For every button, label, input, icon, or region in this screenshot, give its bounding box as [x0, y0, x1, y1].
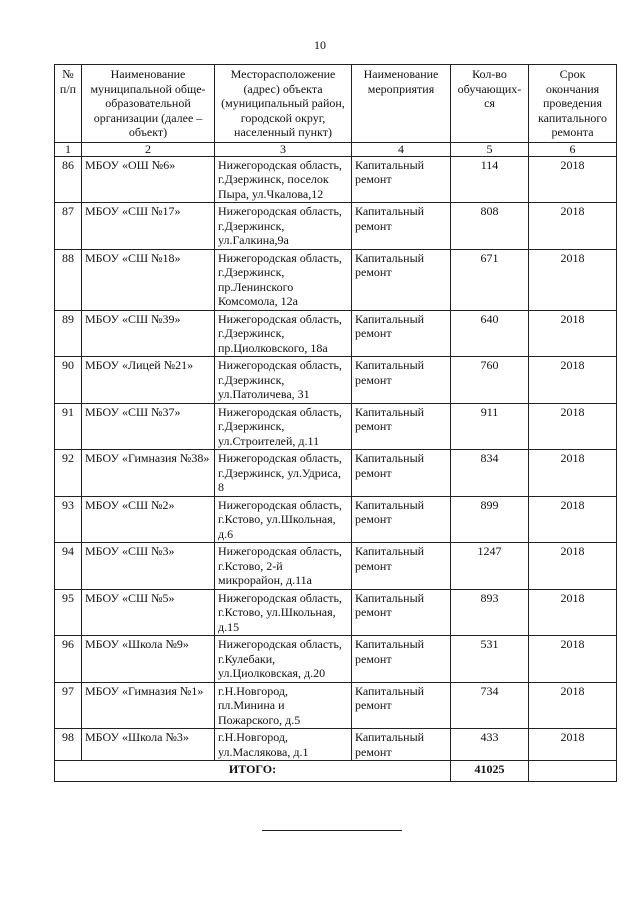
student-count: 114: [451, 156, 529, 203]
school-name: МБОУ «Гимназия №1»: [82, 682, 215, 729]
row-number: 97: [55, 682, 82, 729]
total-label: ИТОГО:: [55, 761, 451, 782]
deadline-year: 2018: [529, 543, 617, 590]
school-address: Нижегородская область, г.Кстово, ул.Школьная, д.15: [215, 589, 352, 636]
deadline-year: 2018: [529, 729, 617, 761]
header-action: Наименование мероприятия: [352, 65, 451, 143]
deadline-year: 2018: [529, 310, 617, 357]
student-count: 640: [451, 310, 529, 357]
action-name: Капитальный ремонт: [352, 156, 451, 203]
header-name: Наименование муниципальной обще-образовательной организации (далее – объект): [82, 65, 215, 143]
school-address: г.Н.Новгород, ул.Маслякова, д.1: [215, 729, 352, 761]
table-row: [55, 450, 617, 497]
student-count: 893: [451, 589, 529, 636]
table-row: [55, 156, 617, 203]
action-name: Капитальный ремонт: [352, 249, 451, 310]
school-name: МБОУ «СШ №5»: [82, 589, 215, 636]
header-num: № п/п: [55, 65, 82, 143]
total-row: [55, 761, 617, 782]
action-name: Капитальный ремонт: [352, 729, 451, 761]
schools-table: [54, 64, 617, 782]
school-name: МБОУ «СШ №2»: [82, 496, 215, 543]
deadline-year: 2018: [529, 403, 617, 450]
column-number: 6: [529, 142, 617, 156]
column-number: 2: [82, 142, 215, 156]
school-name: МБОУ «ОШ №6»: [82, 156, 215, 203]
action-name: Капитальный ремонт: [352, 589, 451, 636]
school-address: Нижегородская область, г.Дзержинск, пр.Ленинского Комсомола, 12а: [215, 249, 352, 310]
student-count: 671: [451, 249, 529, 310]
student-count: 531: [451, 636, 529, 683]
action-name: Капитальный ремонт: [352, 310, 451, 357]
school-address: Нижегородская область, г.Дзержинск, ул.Строителей, д.11: [215, 403, 352, 450]
column-number: 4: [352, 142, 451, 156]
table-row: [55, 589, 617, 636]
school-address: г.Н.Новгород, пл.Минина и Пожарского, д.5: [215, 682, 352, 729]
table-row: [55, 403, 617, 450]
row-number: 92: [55, 450, 82, 497]
table-row: [55, 203, 617, 250]
action-name: Капитальный ремонт: [352, 543, 451, 590]
action-name: Капитальный ремонт: [352, 403, 451, 450]
table-row: [55, 310, 617, 357]
deadline-year: 2018: [529, 589, 617, 636]
header-deadline: Срок окончания проведения капитального ремонта: [529, 65, 617, 143]
school-name: МБОУ «СШ №37»: [82, 403, 215, 450]
signature-line: [262, 830, 402, 831]
school-address: Нижегородская область, г.Дзержинск, поселок Пыра, ул.Чкалова,12: [215, 156, 352, 203]
table-row: [55, 543, 617, 590]
student-count: 808: [451, 203, 529, 250]
column-number: 1: [55, 142, 82, 156]
column-number-row: [55, 142, 617, 156]
row-number: 91: [55, 403, 82, 450]
school-name: МБОУ «СШ №39»: [82, 310, 215, 357]
deadline-year: 2018: [529, 357, 617, 404]
school-name: МБОУ «СШ №18»: [82, 249, 215, 310]
table-row: [55, 729, 617, 761]
row-number: 90: [55, 357, 82, 404]
row-number: 94: [55, 543, 82, 590]
school-address: Нижегородская область, г.Кстово, 2-й микрорайон, д.11а: [215, 543, 352, 590]
school-address: Нижегородская область, г.Дзержинск, ул.Патоличева, 31: [215, 357, 352, 404]
table-body: [55, 156, 617, 761]
row-number: 89: [55, 310, 82, 357]
header-address: Месторасположение (адрес) объекта (муниципальный район, городской округ, населенный пункт): [215, 65, 352, 143]
school-address: Нижегородская область, г.Дзержинск, пр.Циолковского, 18а: [215, 310, 352, 357]
deadline-year: 2018: [529, 156, 617, 203]
student-count: 1247: [451, 543, 529, 590]
deadline-year: 2018: [529, 682, 617, 729]
school-name: МБОУ «Гимназия №38»: [82, 450, 215, 497]
student-count: 899: [451, 496, 529, 543]
student-count: 734: [451, 682, 529, 729]
row-number: 95: [55, 589, 82, 636]
row-number: 86: [55, 156, 82, 203]
student-count: 834: [451, 450, 529, 497]
student-count: 433: [451, 729, 529, 761]
student-count: 911: [451, 403, 529, 450]
row-number: 93: [55, 496, 82, 543]
school-name: МБОУ «СШ №17»: [82, 203, 215, 250]
student-count: 760: [451, 357, 529, 404]
school-name: МБОУ «СШ №3»: [82, 543, 215, 590]
action-name: Капитальный ремонт: [352, 357, 451, 404]
header-count: Кол-во обучающих-ся: [451, 65, 529, 143]
table-row: [55, 357, 617, 404]
school-address: Нижегородская область, г.Кстово, ул.Школьная, д.6: [215, 496, 352, 543]
page-number: 10: [314, 38, 326, 52]
school-address: Нижегородская область, г.Дзержинск, ул.Галкина,9а: [215, 203, 352, 250]
table-row: [55, 636, 617, 683]
school-address: Нижегородская область, г.Дзержинск, ул.Удриса, 8: [215, 450, 352, 497]
school-name: МБОУ «Школа №3»: [82, 729, 215, 761]
action-name: Капитальный ремонт: [352, 682, 451, 729]
action-name: Капитальный ремонт: [352, 636, 451, 683]
deadline-year: 2018: [529, 636, 617, 683]
deadline-year: 2018: [529, 496, 617, 543]
table-row: [55, 496, 617, 543]
row-number: 87: [55, 203, 82, 250]
column-number: 5: [451, 142, 529, 156]
school-address: Нижегородская область, г.Кулебаки, ул.Циолковская, д.20: [215, 636, 352, 683]
action-name: Капитальный ремонт: [352, 496, 451, 543]
action-name: Капитальный ремонт: [352, 450, 451, 497]
table-row: [55, 249, 617, 310]
row-number: 98: [55, 729, 82, 761]
deadline-year: 2018: [529, 203, 617, 250]
deadline-year: 2018: [529, 249, 617, 310]
deadline-year: 2018: [529, 450, 617, 497]
header-row: [55, 65, 617, 143]
school-name: МБОУ «Лицей №21»: [82, 357, 215, 404]
total-empty-cell: [529, 761, 617, 782]
column-number: 3: [215, 142, 352, 156]
school-name: МБОУ «Школа №9»: [82, 636, 215, 683]
table-row: [55, 682, 617, 729]
action-name: Капитальный ремонт: [352, 203, 451, 250]
row-number: 88: [55, 249, 82, 310]
total-value: 41025: [451, 761, 529, 782]
row-number: 96: [55, 636, 82, 683]
